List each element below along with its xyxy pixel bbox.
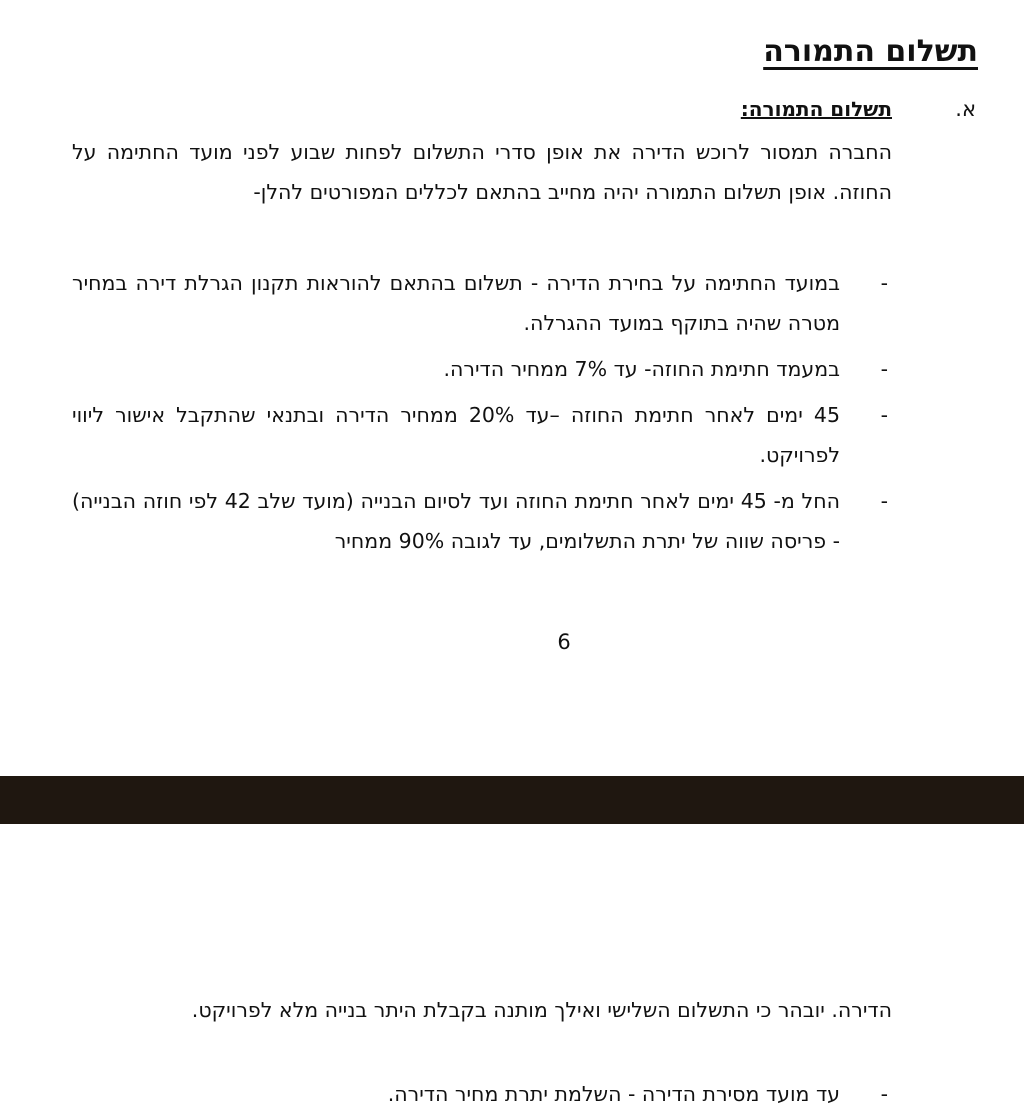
list-item: [72, 1074, 892, 1114]
intro-paragraph: החברה תמסור לרוכש הדירה את אופן סדרי התשלום לפחות שבוע לפני מועד החתימה על החוזה. אופן תשלום התמורה יהיה מחייב בהתאם לכללים המפורטים להלן-: [72, 140, 892, 204]
continuation-paragraph: הדירה. יובהר כי התשלום השלישי ואילך מותנה בקבלת היתר בנייה מלא לפרויקט.: [191, 998, 892, 1022]
page-number: 6: [557, 630, 571, 654]
bullet-dash: -: [880, 489, 888, 513]
list-item-text: במועד החתימה על בחירת הדירה - תשלום בהתאם להוראות תקנון הגרלת דירה במחיר מטרה שהיה בתוקף במועד ההגרלה.: [72, 271, 840, 335]
list-item-text: עד מועד מסירת הדירה - השלמת יתרת מחיר הדירה.: [387, 1082, 840, 1106]
page-break-divider: [0, 776, 1024, 824]
list-item: [72, 263, 892, 343]
section-heading: תשלום התמורה:: [740, 97, 892, 121]
bullet-dash: -: [880, 1082, 888, 1106]
list-item: [72, 395, 892, 475]
bullet-dash: -: [880, 403, 888, 427]
payment-terms-list-continued: [72, 1074, 892, 1120]
list-item: [72, 481, 892, 561]
page-title: תשלום התמורה: [763, 34, 978, 69]
payment-terms-list: [72, 263, 892, 567]
bullet-dash: -: [880, 271, 888, 295]
list-item-text: 45 ימים לאחר חתימת החוזה –עד 20% ממחיר הדירה ובתנאי שהתקבל אישור ליווי לפרויקט.: [72, 403, 840, 467]
list-item-text: במעמד חתימת החוזה- עד 7% ממחיר הדירה.: [443, 357, 840, 381]
section-letter: א.: [955, 97, 976, 121]
list-item-text: החל מ- 45 ימים לאחר חתימת החוזה ועד לסיום הבנייה (מועד שלב 42 לפי חוזה הבנייה) - פריסה שווה של יתרת התשלומים, עד לגובה 90% ממחיר: [72, 489, 840, 553]
bullet-dash: -: [880, 357, 888, 381]
list-item: [72, 349, 892, 389]
page-7: [0, 824, 1024, 1120]
